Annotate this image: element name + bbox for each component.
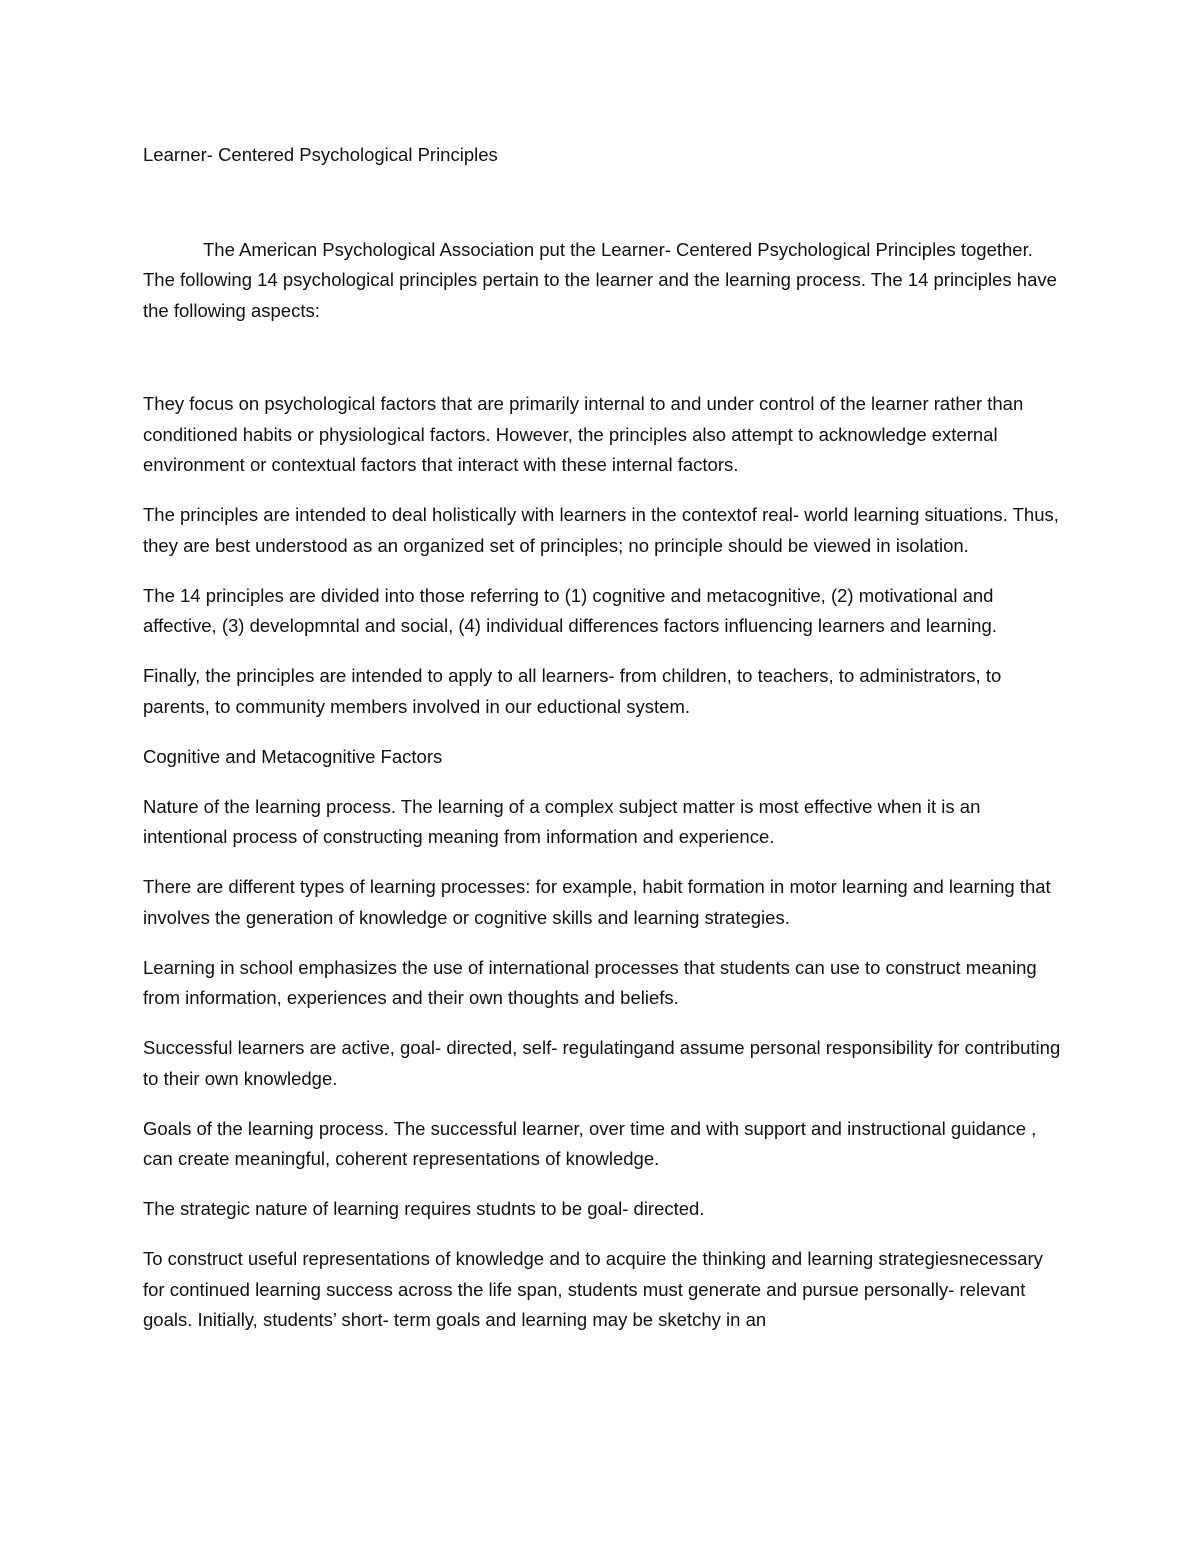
section-heading: Cognitive and Metacognitive Factors <box>143 745 443 767</box>
section-paragraph: Successful learners are active, goal- directed, self- regulatingand assume personal responsibility for contributing to their own knowledge. <box>143 1037 1061 1089</box>
section-paragraph: Learning in school emphasizes the use of international processes that students can use to construct meaning from information, experiences and their own thoughts and beliefs. <box>143 956 1037 1008</box>
section-paragraph: The strategic nature of learning requires studnts to be goal- directed. <box>143 1198 705 1219</box>
document-title: Learner- Centered Psychological Principles <box>143 144 498 165</box>
document-body <box>143 140 1063 1355</box>
aspect-paragraph: They focus on psychological factors that are primarily internal to and under control of the learner rather than conditioned habits or physiological factors. However, the principles also attempt to acknowledge external environment or contextual factors that interact with these internal factors. <box>143 393 1024 475</box>
section-paragraph: Goals of the learning process. The successful learner, over time and with support and instructional guidance , can create meaningful, coherent representations of knowledge. <box>143 1117 1037 1169</box>
section-paragraph: There are different types of learning processes: for example, habit formation in motor learning and learning that involves the generation of knowledge or cognitive skills and learning strategies. <box>143 876 1051 928</box>
intro-paragraph: The American Psychological Association put the Learner- Centered Psychological Principles together. The following 14 psychological principles pertain to the learner and the learning process. The 14 principles have the following aspects: <box>143 238 1057 321</box>
aspect-paragraph: The 14 principles are divided into those referring to (1) cognitive and metacognitive, (2) motivational and affective, (3) developmntal and social, (4) individual differences factors influencing learners and learning. <box>143 584 997 636</box>
aspect-paragraph: Finally, the principles are intended to apply to all learners- from children, to teachers, to administrators, to parents, to community members involved in our eductional system. <box>143 665 1002 717</box>
section-paragraph: To construct useful representations of knowledge and to acquire the thinking and learning strategiesnecessary for continued learning success across the life span, students must generate and pursue personally- relevant goals. Initially, students’ short- term goals and learning may be sketchy in an <box>143 1248 1043 1330</box>
aspect-paragraph: The principles are intended to deal holistically with learners in the contextof real- world learning situations. Thus, they are best understood as an organized set of principles; no principle should be viewed in isolation. <box>143 504 1059 556</box>
section-paragraph: Nature of the learning process. The learning of a complex subject matter is most effective when it is an intentional process of constructing meaning from information and experience. <box>143 795 981 847</box>
